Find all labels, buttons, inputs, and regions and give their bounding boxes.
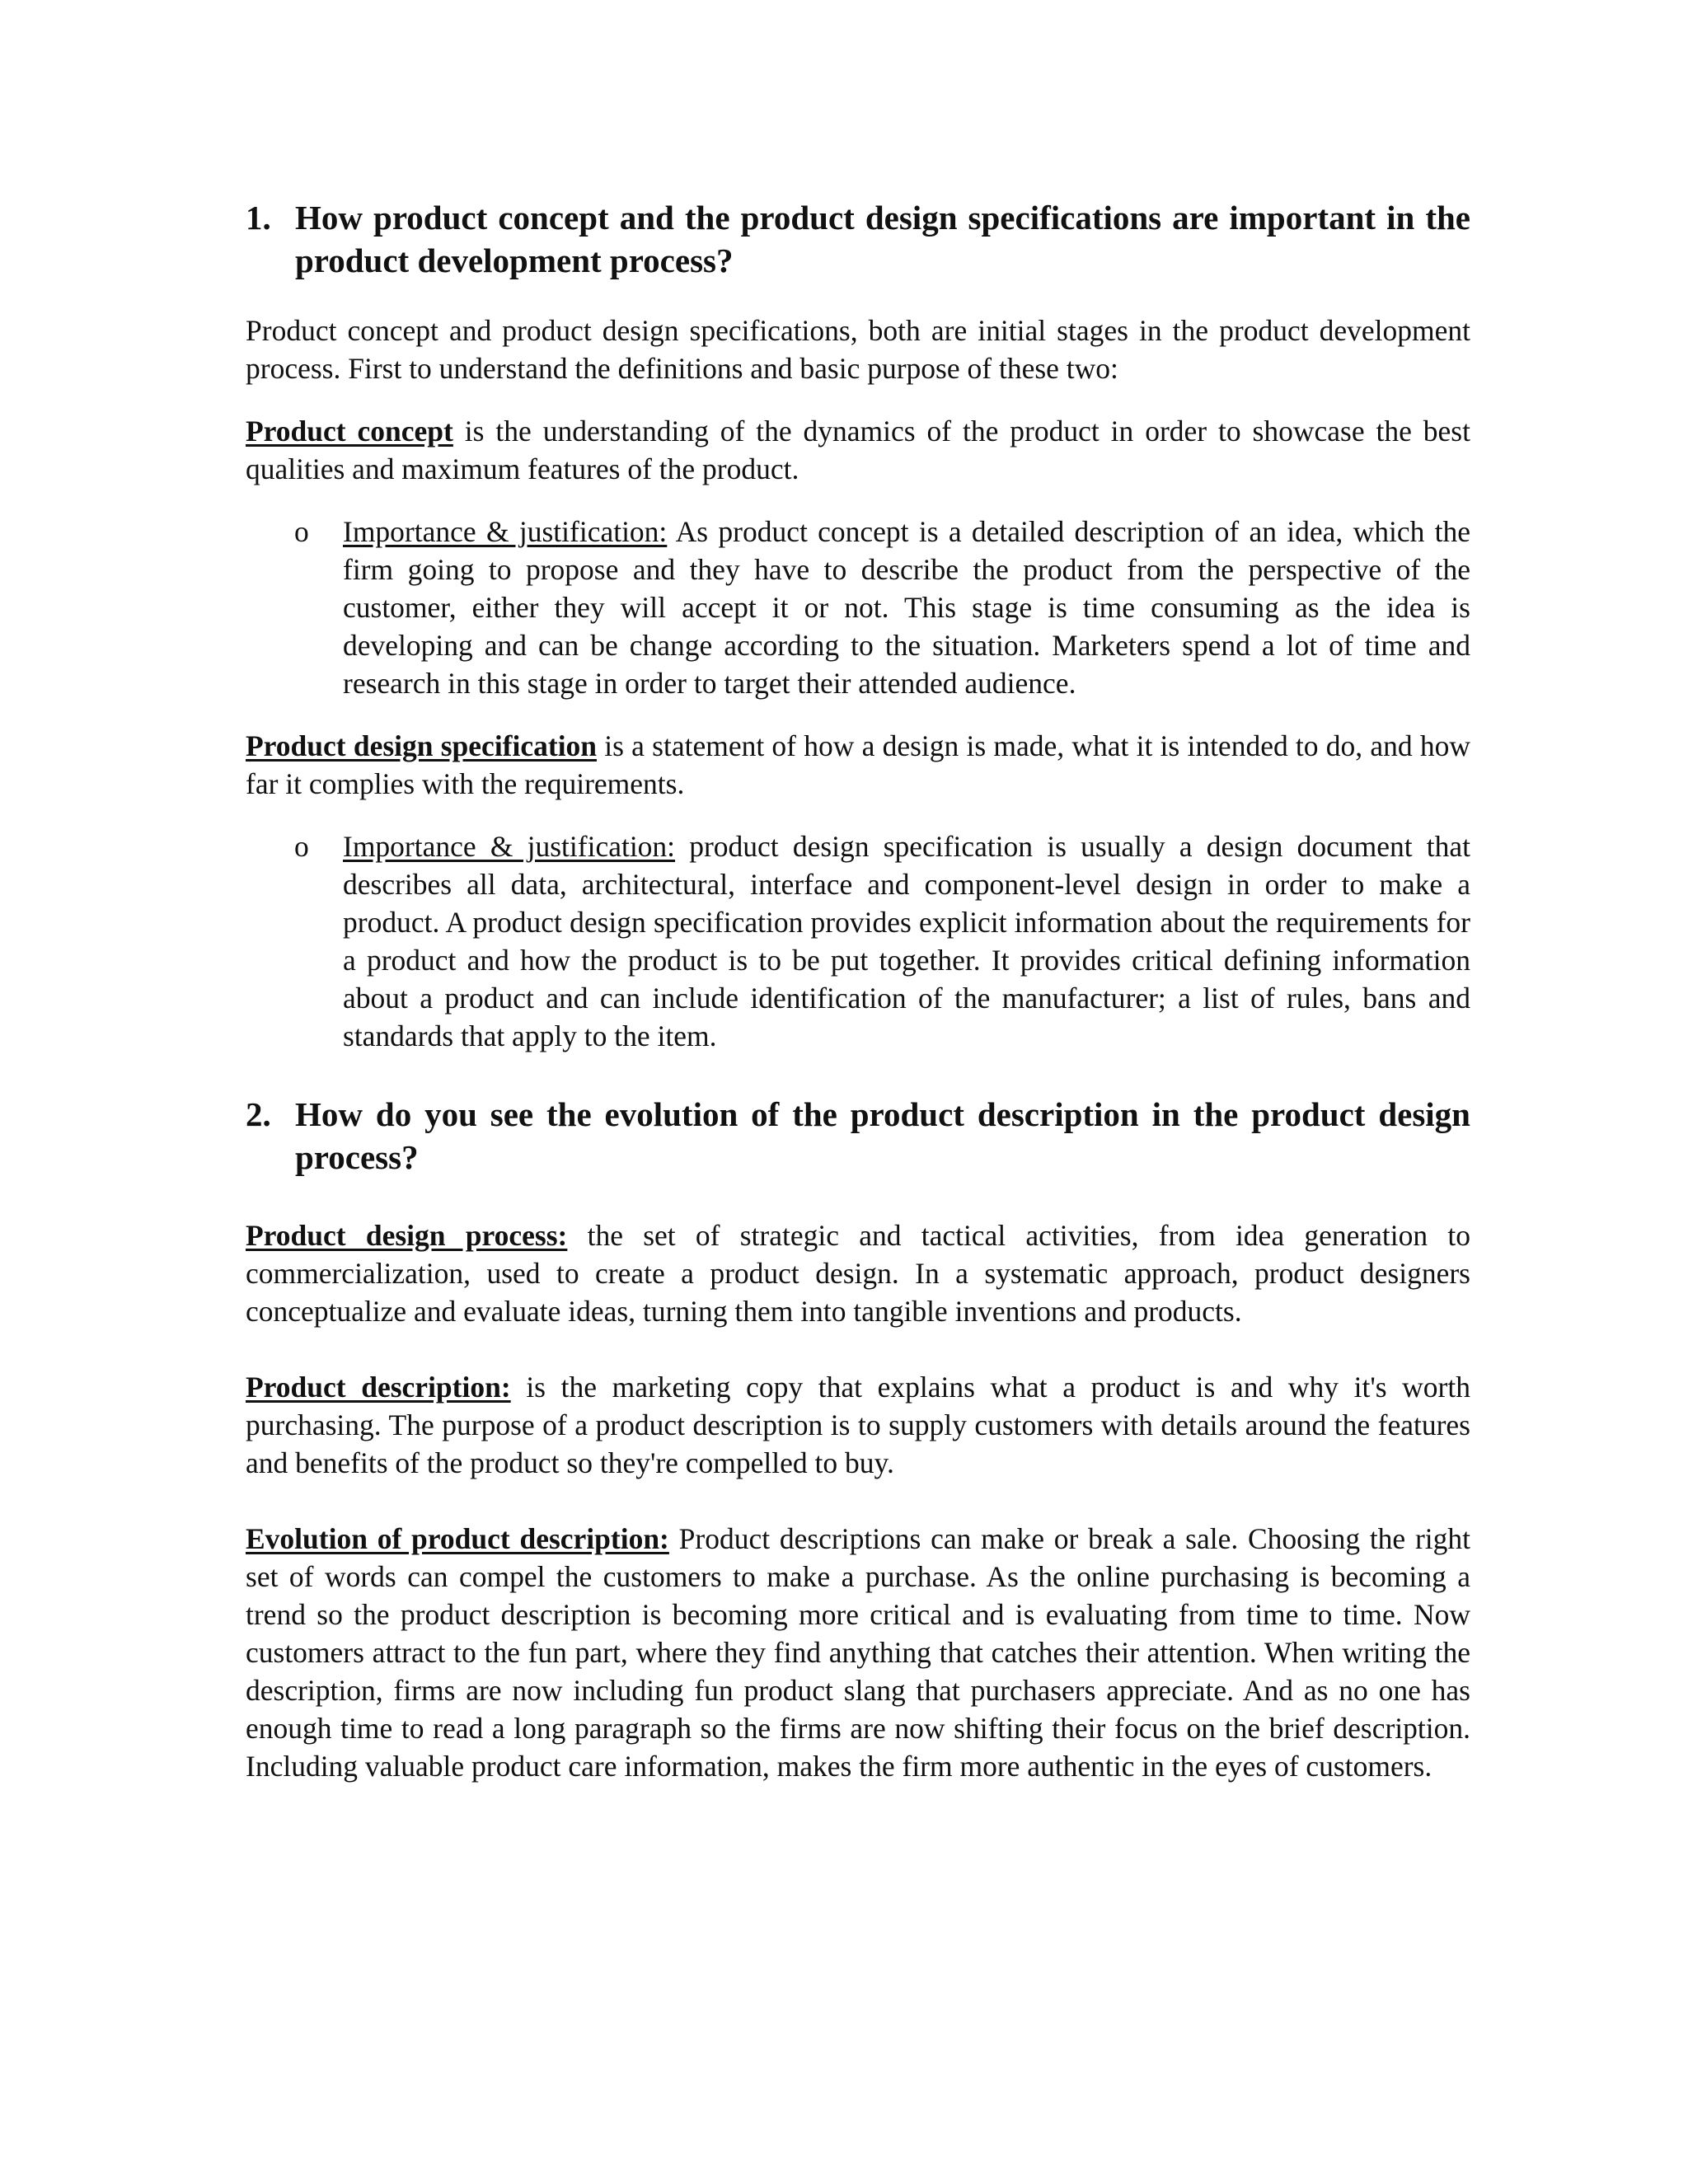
bullet-marker: o xyxy=(294,830,309,863)
product-design-process-text: the set of strategic and tactical activities, from idea generation to commercialization, used to create a product design. In a systematic approach, product designers conceptualize and evaluate ideas, turning them into tangible inventions and products. xyxy=(246,1219,1470,1328)
document-page xyxy=(246,196,1470,1810)
importance-label: Importance & justification: xyxy=(343,830,676,863)
product-description-text: is the marketing copy that explains what a product is and why it's worth purchasing. The purpose of a product description is to supply customers with details around the features and benefits of the product so they're compelled to buy. xyxy=(246,1371,1470,1479)
importance-text: product design specification is usually a design document that describes all data, architectural, interface and component-level design in order to make a product. A product design specification provides explicit information about the requirements for a product and how the product is to be put together. It provides critical defining information about a product and can include identification of the manufacturer; a list of rules, bans and standards that apply to the item. xyxy=(343,830,1470,1052)
product-concept-definition: is the understanding of the dynamics of the product in order to showcase the best qualities and maximum features of the product. xyxy=(246,415,1470,485)
question-1-title: How product concept and the product design specifications are important in the product development process? xyxy=(295,199,1470,279)
product-design-spec-paragraph xyxy=(246,727,1470,803)
importance-text: As product concept is a detailed description of an idea, which the firm going to propose and they have to describe the product from the perspective of the customer, either they will accept it or not. This stage is time consuming as the idea is developing and can be change according to the situation. Marketers spend a lot of time and research in this stage in order to target their attended audience. xyxy=(343,515,1470,700)
question-2-title: How do you see the evolution of the product description in the product design process? xyxy=(295,1095,1470,1176)
product-design-spec-definition: is a statement of how a design is made, what it is intended to do, and how far it complies with the requirements. xyxy=(246,729,1470,800)
evolution-text: Product descriptions can make or break a sale. Choosing the right set of words can compel the customers to make a purchase. As the online purchasing is becoming a trend so the product description is becoming more critical and is evaluating from time to time. Now customers attract to the fun part, where they find anything that catches their attention. When writing the description, firms are now including fun product slang that purchasers appreciate. And as no one has enough time to read a long paragraph so the firms are now shifting their focus on the brief description. Including valuable product care information, makes the firm more authentic in the eyes of customers. xyxy=(246,1522,1470,1783)
product-description-paragraph xyxy=(246,1368,1470,1482)
product-design-spec-importance-body xyxy=(343,827,1470,1055)
importance-label: Importance & justification: xyxy=(343,515,668,548)
question-2-heading xyxy=(246,1093,1470,1179)
bullet-marker: o xyxy=(294,515,309,548)
product-design-process-paragraph xyxy=(246,1216,1470,1330)
question-2-number: 2. xyxy=(246,1095,271,1133)
product-concept-importance-item xyxy=(294,513,1470,702)
product-concept-importance-body xyxy=(343,513,1470,702)
evolution-paragraph xyxy=(246,1520,1470,1785)
product-concept-paragraph xyxy=(246,412,1470,488)
evolution-term: Evolution of product description: xyxy=(246,1522,669,1555)
product-design-spec-importance-item xyxy=(294,827,1470,1055)
product-concept-term: Product concept xyxy=(246,415,453,448)
question-1-heading xyxy=(246,196,1470,282)
question-1-number: 1. xyxy=(246,199,271,237)
product-design-process-term: Product design process: xyxy=(246,1219,568,1252)
product-description-term: Product description: xyxy=(246,1371,511,1404)
question-1-intro: Product concept and product design specifications, both are initial stages in the product development process. First to understand the definitions and basic purpose of these two: xyxy=(246,314,1470,385)
product-design-spec-term: Product design specification xyxy=(246,729,598,762)
